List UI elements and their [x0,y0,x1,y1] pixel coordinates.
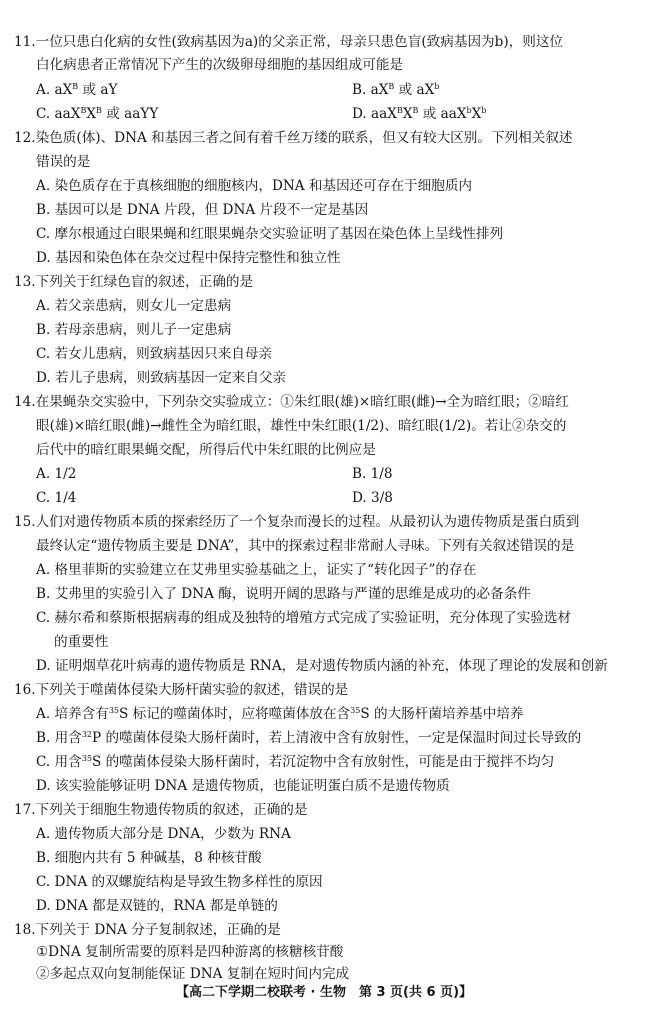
q13-option-d: D. 若儿子患病，则致病基因一定来自父亲 [36,370,287,386]
q14-stem-line-2: 眼(雄)×暗红眼(雌)→雌性全为暗红眼，雄性中朱红眼(1/2)、暗红眼(1/2)。若让②杂交的 [36,418,567,434]
q11-option-d: D. $aaX^BX^B$ 或 $aaX^bX^b$ [352,106,487,122]
q17-option-d: D. DNA 都是双链的，RNA 都是单链的 [36,898,278,914]
q13-option-c: C. 若女儿患病，则致病基因只来自母亲 [36,346,273,362]
q13-stem: 13.下列关于红绿色盲的叙述，正确的是 [14,274,254,290]
q16-option-d: D. 该实验能够证明 DNA 是遗传物质，也能证明蛋白质不是遗传物质 [36,778,450,794]
q16-stem: 16.下列关于噬菌体侵染大肠杆菌实验的叙述，错误的是 [14,682,349,698]
q14-stem-line-3: 后代中的暗红眼果蝇交配，所得后代中朱红眼的比例应是 [36,442,376,458]
q11-option-c: C. $aaX^BX^B$ 或 aaYY [36,106,159,122]
q14-stem-line-1: 14.在果蝇杂交实验中，下列杂交实验成立：①朱红眼(雄)×暗红眼(雌)→全为暗红眼；②暗红 [14,394,569,410]
q15-stem-line-1: 15.人们对遗传物质本质的探索经历了一个复杂而漫长的过程。从最初认为遗传物质是蛋白质到 [14,514,580,530]
q17-option-a: A. 遗传物质大部分是 DNA，少数为 RNA [36,826,291,842]
q16-option-b: B. 用含$^{32}$P 的噬菌体侵染大肠杆菌时，若上清液中含有放射性，一定是保温时间过长导致的 [36,730,582,746]
q16-option-a: A. 培养含有$^{35}$S 标记的噬菌体时，应将噬菌体放在含$^{35}$S 的大肠杆菌培养基中培养 [36,706,524,722]
q14-option-c: C. 1/4 [36,490,77,506]
q15-option-d: D. 证明烟草花叶病毒的遗传物质是 RNA，是对遗传物质内涵的补充，体现了理论的发展和创新 [36,658,608,674]
q12-option-d: D. 基因和染色体在杂交过程中保持完整性和独立性 [36,250,341,266]
q13-option-a: A. 若父亲患病，则女儿一定患病 [36,298,232,314]
q16-option-c: C. 用含$^{35}$S 的噬菌体侵染大肠杆菌时，若沉淀物中含有放射性，可能是由于搅拌不均匀 [36,754,555,770]
q17-option-b: B. 细胞内共有 5 种碱基，8 种核苷酸 [36,850,262,866]
q11-stem-line-2: 白化病患者正常情况下产生的次级卵母细胞的基因组成可能是 [36,57,404,73]
q18-statement-1: ①DNA 复制所需要的原料是四种游离的核糖核苷酸 [36,944,344,960]
q15-option-c-line-2: 的重要性 [54,634,109,650]
q11-option-b: B. $aX^B$ 或 $aX^b$ [352,82,440,98]
q15-stem-line-2: 最终认定“遗传物质主要是 DNA”，其中的探索过程非常耐人寻味。下列有关叙述错误的是 [36,538,575,554]
q14-option-a: A. 1/2 [36,466,77,482]
q14-option-d: D. 3/8 [352,490,393,506]
q12-option-c: C. 摩尔根通过白眼果蝇和红眼果蝇杂交实验证明了基因在染色体上呈线性排列 [36,226,504,242]
q14-option-b: B. 1/8 [352,466,393,482]
q11-stem-line-1: 11.一位只患白化病的女性(致病基因为a)的父亲正常，母亲只患色盲(致病基因为b)，则这位 [14,34,564,50]
q15-option-c-line-1: C. 赫尔希和蔡斯根据病毒的组成及独特的增殖方式完成了实验证明，充分体现了实验选材 [36,610,572,626]
q18-statement-2: ②多起点双向复制能保证 DNA 复制在短时间内完成 [36,966,350,982]
q12-option-a: A. 染色质存在于真核细胞的细胞核内，DNA 和基因还可存在于细胞质内 [36,178,473,194]
q17-option-c: C. DNA 的双螺旋结构是导致生物多样性的原因 [36,874,323,890]
q15-option-b: B. 艾弗里的实验引入了 DNA 酶，说明开阔的思路与严谨的思维是成功的必备条件 [36,586,531,602]
q12-stem-line-1: 12.染色质(体)、DNA 和基因三者之间有着千丝万缕的联系，但又有较大区别。下列相关叙述 [14,130,573,146]
q17-stem: 17.下列关于细胞生物遗传物质的叙述，正确的是 [14,802,308,818]
q12-stem-line-2: 错误的是 [36,154,91,170]
q15-option-a: A. 格里菲斯的实验建立在艾弗里实验基础之上，证实了“转化因子”的存在 [36,562,477,578]
q12-option-b: B. 基因可以是 DNA 片段，但 DNA 片段不一定是基因 [36,202,369,218]
q13-option-b: B. 若母亲患病，则儿子一定患病 [36,322,232,338]
q18-stem: 18.下列关于 DNA 分子复制叙述，正确的是 [14,922,281,938]
page-footer: 【高二下学期二校联考 · 生物 第 3 页(共 6 页)】 [175,985,473,1000]
q11-option-a: A. $aX^B$ 或 aY [36,82,118,98]
